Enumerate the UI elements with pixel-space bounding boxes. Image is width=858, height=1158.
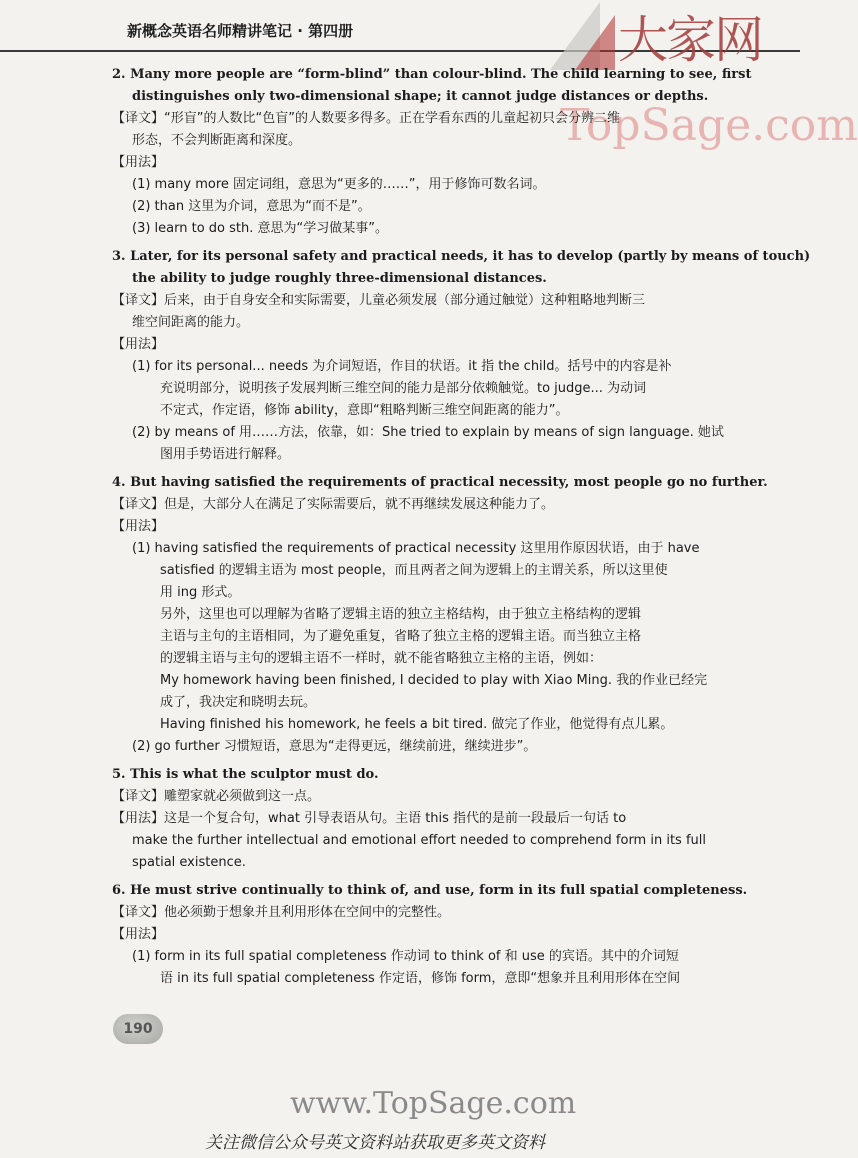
source-sentence-line: 6. He must strive continually to think of, and use, form in its full spatial completeness. — [112, 883, 748, 898]
text-line: 【用法】 — [112, 927, 165, 942]
text-line: (1) form in its full spatial completeness 作动词 to think of 和 use 的宾语。其中的介词短 — [132, 949, 679, 964]
footer-note: 关注微信公众号英文资料站获取更多英文资料 — [205, 1133, 545, 1153]
text-line: make the further intellectual and emotional effort needed to comprehend form in its full — [132, 833, 706, 848]
text-line: 【用法】 — [112, 337, 165, 352]
text-line: spatial existence. — [132, 855, 246, 870]
source-sentence-line: distinguishes only two-dimensional shape; it cannot judge distances or depths. — [132, 89, 709, 104]
text-line: Having finished his homework, he feels a bit tired. 做完了作业，他觉得有点儿累。 — [160, 717, 674, 732]
text-line: 另外，这里也可以理解为省略了逻辑主语的独立主格结构，由于独立主格结构的逻辑 — [160, 607, 642, 622]
text-line: satisfied 的逻辑主语为 most people，而且两者之间为逻辑上的主谓关系，所以这里使 — [160, 563, 668, 578]
text-line: 语 in its full spatial completeness 作定语，修饰 form，意即“想象并且利用形体在空间 — [160, 971, 681, 986]
text-line: (2) by means of 用……方法，依靠，如：She tried to explain by means of sign language. 她试 — [132, 425, 724, 440]
watermark-en: TopSage.com — [560, 100, 858, 151]
source-sentence-line: 2. Many more people are “form-blind” than colour-blind. The child learning to see, first — [112, 67, 752, 82]
text-line: 的逻辑主语与主句的逻辑主语不一样时，就不能省略独立主格的主语，例如： — [160, 651, 603, 666]
text-line: (1) having satisfied the requirements of practical necessity 这里用作原因状语，由于 have — [132, 541, 700, 556]
page-number: 190 — [113, 1014, 163, 1044]
text-line: (2) than 这里为介词，意思为“而不是”。 — [132, 199, 371, 214]
source-sentence-line: 4. But having satisfied the requirements of practical necessity, most people go no further. — [112, 475, 768, 490]
text-line: 【译文】后来，由于自身安全和实际需要，儿童必须发展（部分通过触觉）这种粗略地判断三 — [112, 293, 646, 308]
text-line: 主语与主句的主语相同，为了避免重复，省略了独立主格的逻辑主语。而当独立主格 — [160, 629, 642, 644]
watermark-cn: 大家网 — [618, 11, 762, 69]
text-line: 【用法】 — [112, 155, 165, 170]
source-sentence-line: 3. Later, for its personal safety and practical needs, it has to develop (partly by means of touch) — [112, 249, 811, 264]
text-line: 【用法】这是一个复合句，what 引导表语从句。主语 this 指代的是前一段最后一句话 to — [112, 811, 627, 826]
text-line: 成了，我决定和晓明去玩。 — [160, 695, 317, 710]
text-line: 【译文】但是，大部分人在满足了实际需要后，就不再继续发展这种能力了。 — [112, 497, 555, 512]
main-text-body — [112, 64, 811, 990]
text-line: (3) learn to do sth. 意思为“学习做某事”。 — [132, 221, 388, 236]
text-line: 【译文】“形盲”的人数比“色盲”的人数要多得多。正在学看东西的儿童起初只会分辨二维 — [112, 111, 620, 126]
text-line: 维空间距离的能力。 — [132, 315, 250, 330]
text-line: 图用手势语进行解释。 — [160, 447, 291, 462]
text-line: 不定式，作定语，修饰 ability，意即“粗略判断三维空间距离的能力”。 — [160, 403, 569, 418]
text-line: (2) go further 习惯短语，意思为“走得更远，继续前进，继续进步”。 — [132, 739, 537, 754]
footer-url-watermark: www.TopSage.com — [290, 1086, 577, 1121]
text-line: 【译文】他必须勤于想象并且利用形体在空间中的完整性。 — [112, 905, 451, 920]
text-line: (1) many more 固定词组，意思为“更多的……”，用于修饰可数名词。 — [132, 177, 546, 192]
text-line: (1) for its personal... needs 为介词短语，作目的状语。it 指 the child。括号中的内容是补 — [132, 359, 672, 374]
text-line: 【用法】 — [112, 519, 165, 534]
text-line: 充说明部分，说明孩子发展判断三维空间的能力是部分依赖触觉。to judge... 为动词 — [160, 381, 647, 396]
source-sentence-line: the ability to judge roughly three-dimensional distances. — [132, 271, 547, 286]
text-line: 【译文】雕塑家就必须做到这一点。 — [112, 789, 321, 804]
text-line: My homework having been finished, I decided to play with Xiao Ming. 我的作业已经完 — [160, 673, 708, 688]
text-line: 形态，不会判断距离和深度。 — [132, 133, 302, 148]
page-header-title: 新概念英语名师精讲笔记 · 第四册 — [127, 22, 354, 40]
source-sentence-line: 5. This is what the sculptor must do. — [112, 767, 379, 782]
text-line: 用 ing 形式。 — [160, 585, 241, 600]
